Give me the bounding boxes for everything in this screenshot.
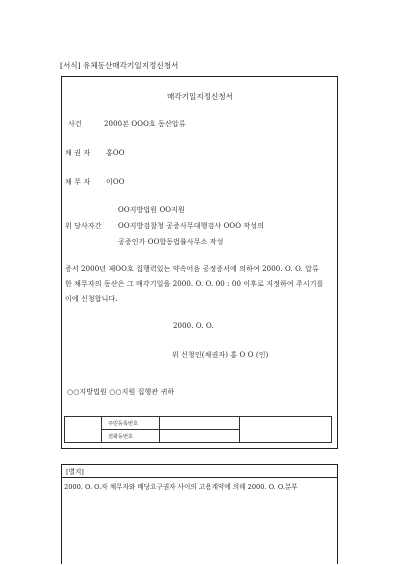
- attachment-divider: [61, 477, 338, 478]
- table-blank-cell: [65, 417, 102, 443]
- table-blank-cell: [240, 417, 332, 443]
- body-line-1: 증서 2000년 제OO호 집행력있는 약속어음 공정증서에 의하여 2000. O. O. 압류: [65, 265, 319, 273]
- resident-number-label: 주민등록번호: [102, 417, 160, 430]
- attachment-line-1: 2000. O. O.자 채무자와 배당요구권자 사이의 고용계약에 의해 2000. O. O.분부: [64, 483, 298, 491]
- document-title: 매각기일지정신청서: [166, 92, 234, 101]
- case-label: 사건: [68, 120, 82, 128]
- creditor-value: 홍OO: [106, 149, 125, 157]
- debtor-label: 채 무 자: [65, 178, 91, 186]
- form-label: [서식] 유체동산매각기일지정신청서: [60, 61, 179, 70]
- signer-info-table: [64, 416, 332, 443]
- attachment-box: [61, 464, 338, 564]
- attachment-header: [별지]: [66, 468, 84, 476]
- creditor-label: 채 권 자: [65, 149, 91, 157]
- parties-line-1: OO지방법원 OO지원: [118, 206, 185, 214]
- phone-number-value: [160, 430, 240, 443]
- signer-line: 위 신청인(채권자) 홍 O O (인): [172, 351, 269, 359]
- debtor-value: 이OO: [106, 178, 125, 186]
- phone-number-label: 전화등번호: [102, 430, 160, 443]
- parties-line-3: 공증인가 OO합동법률사무소 작성: [118, 238, 224, 246]
- resident-number-value: [160, 417, 240, 430]
- addressee: ○○지방법원 ○○지원 집행관 귀하: [67, 388, 175, 396]
- body-line-3: 이에 신청합니다.: [65, 295, 118, 303]
- parties-line-2: OO지방검찰청 공증사무대행검사 OOO 작성의: [118, 222, 264, 230]
- body-line-2: 한 채무자의 동산은 그 매각기일을 2000. O. O. 00 : 00 이후로 지정하여 주시기를: [65, 280, 324, 288]
- parties-label: 위 당사자간: [65, 222, 102, 230]
- table-row: [65, 417, 332, 430]
- application-date: 2000. O. O.: [173, 322, 214, 330]
- case-value: 2000본 OOO호 동산압류: [104, 120, 186, 128]
